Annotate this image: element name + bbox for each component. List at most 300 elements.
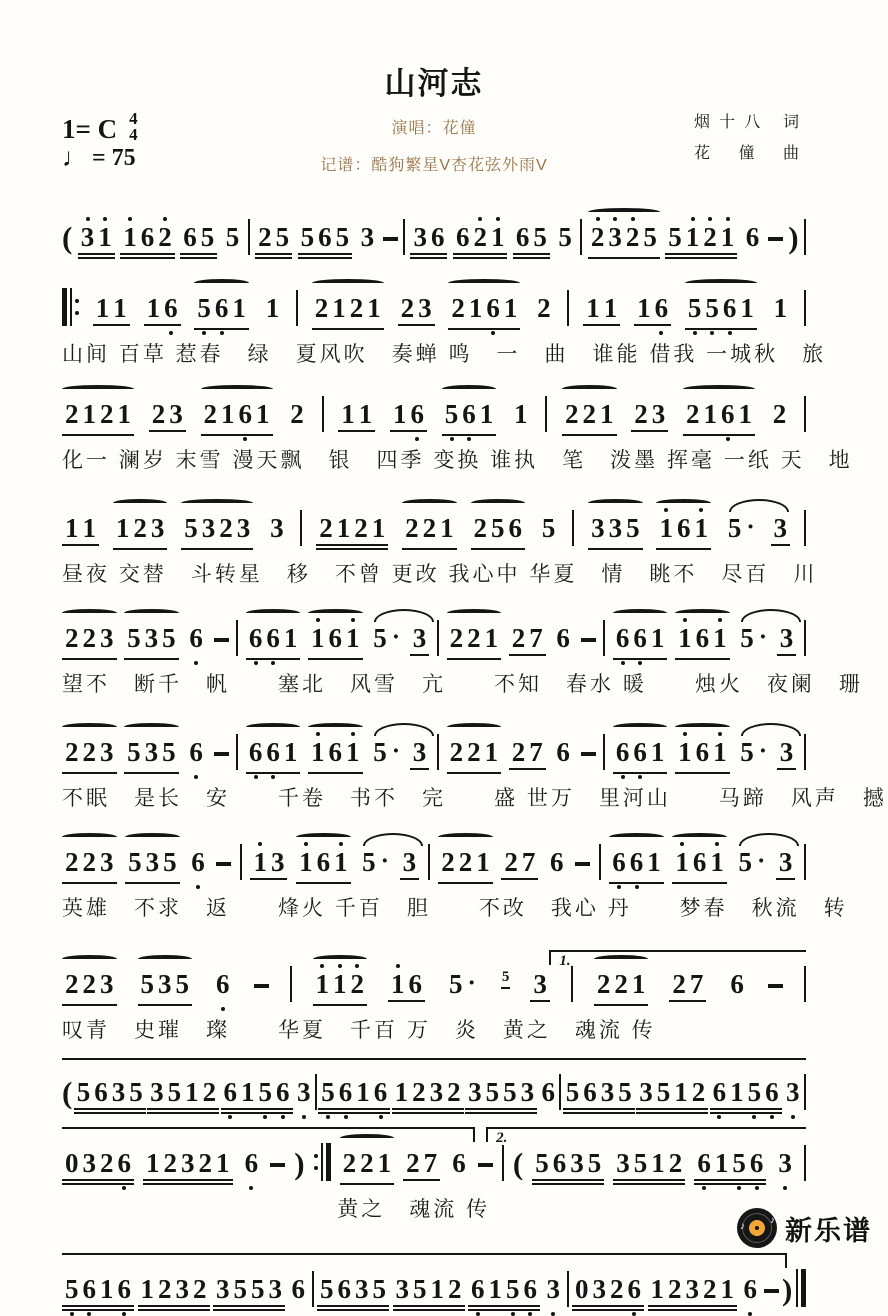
note-digit: 1 [146, 293, 161, 323]
note-digit: 5 [233, 1274, 247, 1304]
octave-down-dot [621, 775, 625, 779]
note-group [446, 971, 478, 1005]
octave-down-dot [326, 1115, 330, 1119]
note-group [777, 739, 797, 773]
note-digit: 6 [610, 849, 628, 876]
octave-down-dot [726, 437, 730, 441]
note-digit: 3 [776, 1150, 794, 1177]
barline [300, 510, 302, 546]
note-group [62, 971, 117, 1005]
note-digit: 2 [406, 1148, 420, 1178]
octave-up-dot [496, 217, 500, 221]
barline [567, 1271, 569, 1307]
note-digit: 6 [455, 222, 470, 252]
note-group [318, 1079, 390, 1113]
note-group [547, 849, 567, 883]
music-system [62, 620, 863, 698]
note-digit: 5 [746, 1079, 764, 1106]
note-digit: 1 [371, 513, 386, 543]
note-group [511, 401, 531, 435]
note-digit: 3 [100, 969, 114, 999]
note-digit: 5 [541, 513, 556, 543]
note-group [181, 515, 253, 549]
note-group [358, 224, 378, 258]
augmentation-dot: · [758, 624, 768, 651]
note-line [62, 1269, 806, 1310]
octave-up-dot [715, 842, 719, 846]
barline [248, 219, 250, 255]
note-digit: 5 [504, 1276, 522, 1303]
note-group [572, 1276, 644, 1310]
note-digit: 5 [335, 222, 350, 252]
note-digit: 1 [631, 969, 646, 999]
note-group [113, 515, 168, 549]
note-group [735, 849, 767, 883]
note-digit: 3 [270, 847, 285, 877]
note-digit: 1 [676, 739, 694, 766]
note-digit: 1 [657, 515, 675, 542]
note-group [636, 1079, 708, 1113]
note-group [553, 625, 573, 659]
note-group [308, 625, 363, 659]
note-digit: 3 [651, 399, 666, 429]
octave-up-dot [699, 508, 703, 512]
note-digit: 1 [95, 293, 110, 323]
note-digit: 6 [541, 1077, 555, 1107]
augmentation-dot: · [746, 514, 755, 541]
note-group [316, 515, 388, 549]
octave-up-dot [103, 217, 107, 221]
note-digit: 5 [128, 847, 142, 877]
meter-bottom: 4 [129, 125, 138, 145]
note-digit: 5 [491, 513, 505, 543]
note-group [398, 295, 435, 329]
note-digit: 1 [241, 1077, 255, 1107]
note-group [530, 971, 550, 1005]
note-line [62, 734, 806, 773]
volta-label: 1. [559, 953, 571, 969]
note-digit: 5 [225, 222, 240, 252]
note-group [442, 401, 497, 435]
note-digit: 6 [183, 222, 197, 252]
note-digit: 1 [637, 293, 651, 323]
note-group [777, 625, 797, 659]
octave-up-dot [718, 618, 722, 622]
note-group [308, 739, 363, 773]
note-digit: 2 [65, 737, 79, 767]
note-digit: 2 [163, 1148, 178, 1178]
duration-dash [575, 862, 590, 866]
note-digit: 2 [449, 623, 464, 653]
octave-down-dot [511, 1312, 515, 1316]
note-digit: 1 [232, 293, 246, 323]
note-digit: 2 [202, 1077, 217, 1107]
note-digit: 1 [117, 399, 131, 429]
note-digit: 2 [471, 224, 489, 251]
note-digit: 3 [616, 1148, 630, 1178]
barline [804, 734, 806, 770]
note-digit: 3 [216, 1274, 230, 1304]
note-digit: 2 [448, 1274, 462, 1304]
octave-up-dot [664, 508, 668, 512]
note-digit: 3 [778, 847, 793, 877]
note-digit: 6 [460, 401, 478, 428]
note-digit: 6 [614, 739, 632, 766]
note-group [771, 515, 791, 549]
note-group [147, 1079, 219, 1113]
octave-up-dot [613, 217, 617, 221]
note-digit: 1 [479, 399, 494, 429]
note-digit: 3 [639, 1077, 653, 1107]
note-group [710, 1079, 782, 1113]
note-group [255, 224, 292, 258]
note-digit: 6 [695, 1150, 713, 1177]
final-barline [796, 1269, 806, 1307]
note-digit: 2 [65, 969, 79, 999]
note-group [685, 295, 757, 329]
barline [428, 844, 430, 880]
octave-down-dot [737, 1186, 741, 1190]
duration-dash [214, 638, 229, 642]
note-digit: 6 [695, 623, 710, 653]
note-digit: 5 [413, 1274, 427, 1304]
note-digit: 1 [283, 623, 298, 653]
note-digit: 6 [484, 295, 502, 322]
note-digit: 1 [440, 513, 454, 543]
note-line [62, 966, 806, 1005]
note-digit: 2 [400, 293, 415, 323]
note-group [727, 971, 747, 1005]
note-group [93, 295, 130, 329]
note-group [447, 625, 502, 659]
note-digit: 5 [200, 222, 215, 252]
note-digit: 6 [274, 1079, 292, 1106]
note-group [144, 295, 181, 329]
augmentation-dot: · [467, 970, 476, 997]
note-digit: 2 [290, 399, 304, 429]
note-digit: 1 [336, 513, 351, 543]
music-system [62, 1269, 806, 1310]
note-group [62, 401, 134, 435]
note-group [62, 849, 117, 883]
note-group [583, 295, 620, 329]
note-digit: 6 [628, 849, 646, 876]
note-digit: 3 [100, 847, 114, 877]
note-group [725, 515, 757, 549]
note-digit: 5 [76, 1077, 91, 1107]
barline [804, 1074, 806, 1110]
thin-bar [321, 1143, 323, 1181]
note-group [471, 515, 526, 549]
octave-down-dot [791, 1115, 795, 1119]
note-group [294, 1079, 314, 1113]
note-digit: 3 [773, 513, 788, 543]
barline [572, 510, 574, 546]
duration-dash [214, 752, 229, 756]
note-digit: 1 [603, 293, 618, 323]
thick-bar [62, 288, 67, 326]
music-system [62, 844, 848, 922]
note-digit: 3 [158, 969, 172, 999]
duration-dash [254, 984, 269, 988]
note-digit: 2 [596, 969, 611, 999]
note-digit: 1 [344, 739, 362, 766]
note-digit: 2 [511, 623, 526, 653]
barline [804, 620, 806, 656]
lyricist-line: 烟十八 词 [694, 114, 800, 131]
octave-up-dot [338, 964, 342, 968]
note-line [62, 510, 806, 549]
note-digit: 1 [503, 293, 518, 323]
note-digit: 6 [237, 401, 255, 428]
note-digit: 5 [257, 1079, 275, 1106]
note-digit: 7 [529, 737, 543, 767]
note-digit: 5 [730, 1150, 748, 1177]
note-group [410, 625, 430, 659]
note-digit: 3 [779, 737, 794, 767]
note-group [562, 401, 617, 435]
notation-credit-line: 记谱：酷狗繁星V杏花弦外雨V [320, 157, 548, 174]
note-digit: 5 [362, 847, 376, 877]
note-group [388, 971, 425, 1005]
note-digit: 1 [331, 971, 349, 998]
note-digit: 6 [318, 222, 332, 252]
note-group [246, 625, 301, 659]
octave-down-dot [450, 437, 454, 441]
note-group [448, 295, 520, 329]
note-digit: 5 [485, 1077, 500, 1107]
duration-dash [270, 1163, 285, 1167]
note-digit: 2 [686, 399, 700, 429]
note-digit: 5 [565, 1077, 580, 1107]
note-digit: 6 [614, 625, 632, 652]
thick-bar [801, 1269, 806, 1307]
note-digit: 6 [469, 1276, 487, 1303]
octave-down-dot [263, 1115, 267, 1119]
note-digit: 2 [349, 971, 367, 998]
repeat-dot [75, 299, 79, 303]
note-digit: 5 [129, 1077, 143, 1107]
note-group [213, 1276, 285, 1310]
lyrics-line: 望不 断千 帆 塞北 风雪 亢 不知 春水 暖 烛火 夜阑 珊 [62, 673, 863, 696]
note-digit: 6 [692, 847, 707, 877]
music-system [62, 219, 806, 258]
music-system [62, 510, 818, 588]
note-digit: 2 [610, 1274, 624, 1304]
score-header [62, 109, 806, 197]
note-digit: 3 [100, 623, 114, 653]
note-digit: 7 [689, 969, 704, 999]
note-line [62, 1143, 806, 1184]
note-digit: 1 [389, 971, 407, 998]
barline [804, 510, 806, 546]
octave-up-dot [478, 217, 482, 221]
note-digit: 0 [575, 1274, 589, 1304]
note-digit: 1 [674, 1077, 688, 1107]
note-digit: 2 [703, 1274, 717, 1304]
note-digit: 1 [514, 399, 528, 429]
note-digit: 6 [187, 739, 205, 766]
note-digit: 3 [600, 1077, 615, 1107]
note-digit: 2 [441, 847, 455, 877]
note-digit: 1 [332, 849, 350, 876]
barline [290, 966, 292, 1002]
music-system [62, 288, 827, 368]
octave-down-dot [728, 331, 732, 335]
note-digit: 6 [328, 737, 343, 767]
credits-block [694, 109, 800, 171]
octave-down-dot [752, 1115, 756, 1119]
octave-down-dot [702, 1186, 706, 1190]
note-digit: 5 [535, 1148, 549, 1178]
note-digit: 5 [449, 969, 463, 999]
note-digit: 1 [394, 1077, 409, 1107]
note-digit: 1 [468, 293, 483, 323]
note-group [340, 1150, 395, 1184]
open-paren: ( [62, 220, 73, 255]
music-system [62, 396, 853, 474]
barline [804, 966, 806, 1002]
note-digit: 1 [738, 399, 752, 429]
note-group [242, 1150, 262, 1184]
octave-up-dot [351, 618, 355, 622]
note-digit: 6 [291, 1274, 305, 1304]
note-digit: 2 [100, 399, 114, 429]
note-group [289, 1276, 309, 1310]
open-paren: ( [62, 1075, 73, 1110]
note-digit: 5 [668, 222, 682, 252]
note-digit: 3 [355, 1274, 369, 1304]
close-paren: ) [788, 220, 799, 255]
note-group [775, 1150, 795, 1184]
volta-bracket [62, 1127, 475, 1142]
note-digit: 3 [608, 513, 623, 543]
octave-up-dot [258, 842, 262, 846]
note-digit: 1 [650, 623, 665, 653]
note-group [287, 401, 307, 435]
note-digit: 5 [738, 847, 752, 877]
note-digit: 3 [412, 737, 427, 767]
note-group [438, 849, 493, 883]
music-system [62, 1074, 806, 1113]
music-system [62, 1130, 806, 1223]
barline [545, 396, 547, 432]
note-group [180, 224, 217, 258]
note-group [609, 849, 664, 883]
repeat-start-barline [62, 288, 79, 326]
note-digit: 5 [373, 737, 387, 767]
note-group [532, 1150, 604, 1184]
note-digit: 1 [703, 399, 717, 429]
note-group [449, 1150, 469, 1184]
note-digit: 3 [111, 1077, 126, 1107]
note-digit: 3 [175, 1274, 189, 1304]
octave-up-dot [316, 618, 320, 622]
note-group [263, 295, 283, 329]
barline [240, 844, 242, 880]
note-digit: 2 [467, 623, 481, 653]
note-digit: 1 [341, 399, 355, 429]
note-digit: 6 [409, 401, 427, 428]
octave-up-dot [304, 842, 308, 846]
note-digit: 5 [443, 401, 461, 428]
brand-name: 新乐谱 [785, 1215, 872, 1246]
note-group [296, 849, 351, 883]
note-digit: 1 [65, 513, 79, 543]
octave-up-dot [339, 842, 343, 846]
note-group [120, 224, 175, 258]
barline [603, 734, 605, 770]
note-digit: 5 [503, 1077, 517, 1107]
note-group [743, 224, 763, 258]
octave-up-dot [396, 964, 400, 968]
octave-down-dot [491, 331, 495, 335]
note-digit: 1 [684, 224, 702, 251]
note-digit: 1 [100, 1274, 114, 1304]
note-digit: 1 [221, 399, 235, 429]
note-digit: 2 [537, 293, 551, 323]
note-digit: 1 [730, 1077, 744, 1107]
octave-down-dot [220, 331, 224, 335]
note-group [594, 971, 649, 1005]
octave-down-dot [415, 437, 419, 441]
note-digit: 5 [140, 969, 154, 999]
barline [437, 620, 439, 656]
note-group [359, 849, 391, 883]
octave-up-dot [355, 964, 359, 968]
octave-down-dot [194, 775, 198, 779]
volta-bracket [62, 1058, 806, 1073]
note-digit: 6 [711, 1079, 729, 1106]
note-digit: 1 [692, 515, 710, 542]
note-digit: 6 [81, 1276, 99, 1303]
open-paren: ( [512, 1146, 524, 1181]
note-digit: 6 [94, 1077, 108, 1107]
octave-down-dot [770, 1115, 774, 1119]
thin-bar [796, 1269, 798, 1307]
note-digit: 6 [430, 222, 445, 252]
repeat-dot [75, 311, 79, 315]
meter-top: 4 [129, 109, 138, 128]
note-digit: 1 [586, 293, 600, 323]
barline [804, 1145, 806, 1181]
note-digit: 2 [158, 1274, 172, 1304]
octave-down-dot [476, 1312, 480, 1316]
note-digit: 2 [422, 513, 437, 543]
note-digit: 3 [570, 1148, 584, 1178]
note-digit: 1 [256, 399, 270, 429]
note-digit: 6 [162, 295, 180, 322]
note-group [513, 224, 550, 258]
barline [804, 396, 806, 432]
note-digit: 2 [258, 222, 272, 252]
note-group [613, 739, 668, 773]
note-group [124, 625, 179, 659]
close-paren: ) [294, 1146, 305, 1181]
note-digit: 3 [429, 1077, 444, 1107]
repeat-dot [314, 1154, 318, 1158]
octave-down-dot [467, 437, 471, 441]
note-digit: 7 [423, 1148, 438, 1178]
octave-down-dot [379, 1115, 383, 1119]
octave-up-dot [708, 217, 712, 221]
note-group [267, 515, 287, 549]
note-digit: 2 [219, 513, 233, 543]
note-digit: 2 [634, 399, 648, 429]
octave-down-dot [254, 661, 258, 665]
lyrics-line: 黄之 魂流 传 [337, 1198, 491, 1221]
augmentation-dot: · [391, 738, 401, 765]
